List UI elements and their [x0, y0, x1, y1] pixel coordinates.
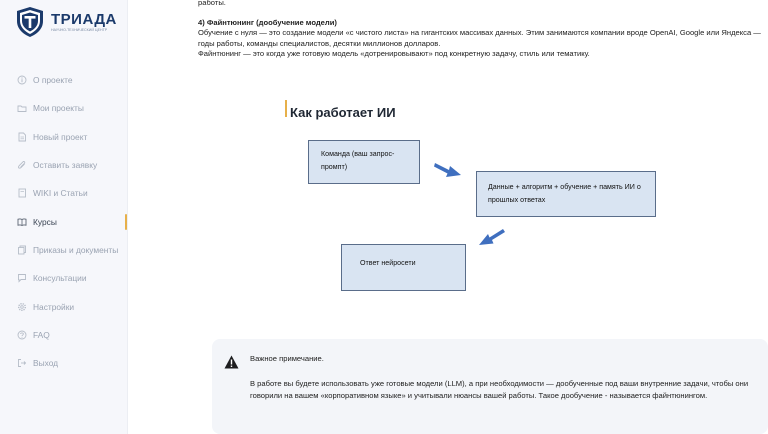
sidebar-item-label: Консультации [33, 273, 87, 284]
info-icon [17, 75, 27, 85]
sidebar-item-label: Мои проекты [33, 103, 84, 114]
sidebar-item-logout[interactable] [0, 349, 127, 377]
arrow-right-down-icon [434, 158, 462, 178]
note-title: Важное примечание. [250, 354, 324, 363]
gear-icon [17, 302, 27, 312]
sidebar-item-label: Новый проект [33, 131, 88, 142]
sidebar-item-my-projects[interactable] [0, 94, 127, 122]
warning-icon [224, 355, 239, 369]
brand-name: ТРИАДА [51, 10, 117, 28]
sidebar-item-new-project[interactable] [0, 123, 127, 151]
book-icon [17, 188, 27, 198]
help-icon [17, 330, 27, 340]
note-body: В работе вы будете использовать уже готовые модели (LLM), а при необходимости — дообученные под ваши внутренние задачи, чтобы они говорили на вашем «корпоративном языке» и учитывали нюансы вашей работы. Такое дообучение - называется файнтюнингом. [250, 379, 749, 401]
files-icon [17, 245, 27, 255]
paperclip-icon [17, 160, 27, 170]
sidebar-item-request[interactable] [0, 151, 127, 179]
brand-logo[interactable] [14, 6, 117, 38]
sidebar-item-label: WIKI и Статьи [33, 188, 88, 199]
chat-icon [17, 273, 27, 283]
open-book-icon [17, 217, 27, 227]
diagram-box-prompt: Команда (ваш запрос-промпт) [308, 140, 420, 184]
logout-icon [17, 358, 27, 368]
diagram-box-answer: Ответ нейросети [341, 244, 466, 291]
sidebar-item-label: Курсы [33, 216, 57, 227]
fine-tuning-section [198, 18, 763, 60]
sidebar-item-consultations[interactable] [0, 264, 127, 292]
sidebar-item-courses[interactable] [0, 207, 127, 235]
sidebar-item-faq[interactable] [0, 321, 127, 349]
folder-icon [17, 103, 27, 113]
previous-paragraph-fragment: работы. [198, 0, 226, 7]
document-icon [17, 132, 27, 142]
sidebar [0, 0, 128, 434]
sidebar-item-label: Оставить заявку [33, 160, 98, 171]
section-title: 4) Файнтюнинг (дообучение модели) [198, 18, 337, 27]
brand-subtitle: НАУЧНО-ТЕХНИЧЕСКИЙ ЦЕНТР [51, 27, 108, 32]
ai-diagram [285, 95, 685, 305]
sidebar-item-label: О проекте [33, 75, 73, 86]
diagram-title: Как работает ИИ [290, 105, 396, 120]
shield-logo-icon [14, 6, 46, 38]
sidebar-item-label: Выход [33, 358, 59, 369]
paragraph-training-from-scratch: Обучение с нуля — это создание модели «с чистого листа» на гигантских массивах данных. Этим занимаются компании вроде OpenAI, Google или Яндекса — годы работы, команды специалистов, десятки миллионов долларов. [198, 28, 761, 48]
arrow-left-down-icon [478, 228, 506, 248]
sidebar-nav [0, 66, 127, 377]
important-note [212, 339, 768, 434]
sidebar-item-label: Настройки [33, 301, 75, 312]
paragraph-fine-tuning: Файнтюнинг — это когда уже готовую модель «дотренировывают» под конкретную задачу, стиль или тематику. [198, 49, 590, 59]
sidebar-item-label: FAQ [33, 329, 50, 340]
sidebar-item-documents[interactable] [0, 236, 127, 264]
sidebar-item-label: Приказы и документы [33, 244, 119, 255]
sidebar-item-wiki[interactable] [0, 179, 127, 207]
title-accent-bar [285, 100, 287, 117]
sidebar-item-settings[interactable] [0, 292, 127, 320]
diagram-box-data: Данные + алгоритм + обучение + память ИИ о прошлых ответах [476, 171, 656, 217]
sidebar-item-about[interactable] [0, 66, 127, 94]
